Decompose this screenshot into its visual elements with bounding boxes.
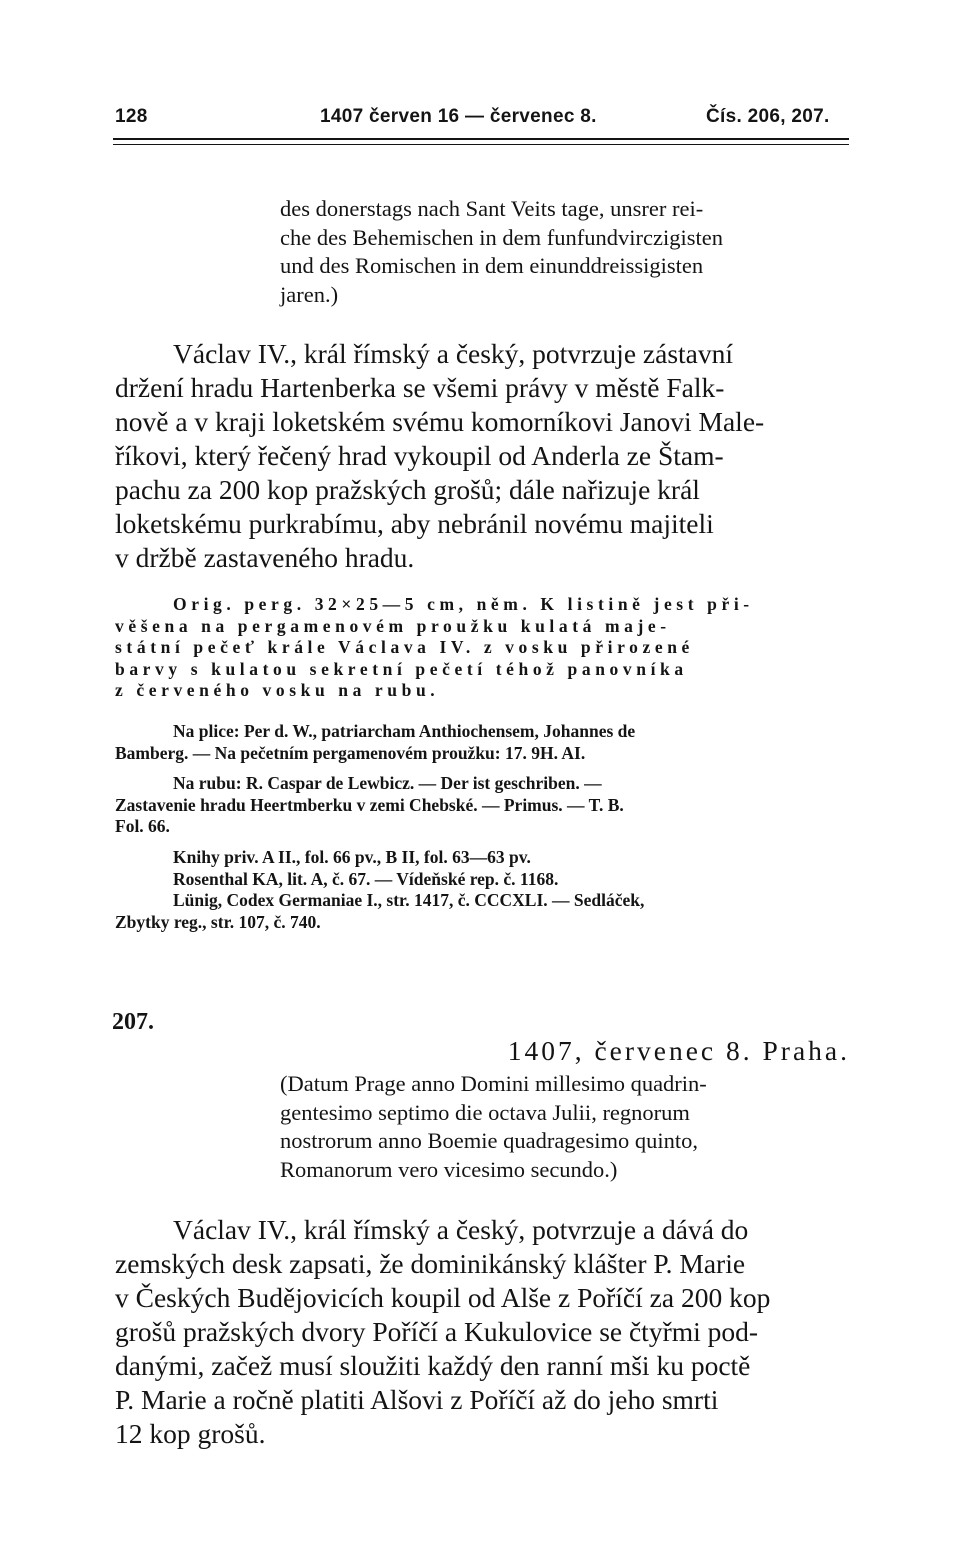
text-line: pachu za 200 kop pražských grošů; dále nařizuje král bbox=[115, 474, 700, 505]
text-line: danými, začež musí sloužiti každý den ranní mši ku poctě bbox=[115, 1350, 751, 1381]
text-line: Václav IV., král římský a český, potvrzuje zástavní bbox=[173, 338, 734, 369]
text-line: v Českých Budějovicích koupil od Alše z Poříčí za 200 kop bbox=[115, 1282, 771, 1313]
text-line: Romanorum vero vicesimo secundo.) bbox=[280, 1156, 618, 1182]
doc206-latin-tail bbox=[280, 195, 850, 309]
text-line: 12 kop grošů. bbox=[115, 1418, 266, 1449]
text-line: grošů pražských dvory Poříčí a Kukulovice se čtyřmi pod- bbox=[115, 1316, 759, 1347]
text-line: und des Romischen in dem einunddreissigisten bbox=[280, 253, 704, 278]
text-line: barvy s kulatou sekretní pečetí téhož panovníka bbox=[115, 658, 688, 679]
text-line: Václav IV., král římský a český, potvrzuje a dává do bbox=[173, 1214, 749, 1245]
doc206-plica-note bbox=[115, 721, 855, 764]
text-line: Rosenthal KA, lit. A, č. 67. — Vídeňské rep. č. 1168. bbox=[173, 868, 559, 889]
text-line: Fol. 66. bbox=[115, 816, 170, 836]
text-line: z červeného vosku na rubu. bbox=[115, 680, 440, 700]
text-line: Orig. perg. 32×25—5 cm, něm. K listině jest při- bbox=[173, 594, 754, 614]
doc207-datum bbox=[280, 1070, 850, 1184]
doc207-summary bbox=[115, 1213, 850, 1451]
text-line: Knihy priv. A II., fol. 66 pv., B II, fol. 63—63 pv. bbox=[173, 847, 531, 867]
text-line: des donerstags nach Sant Veits tage, unsrer rei- bbox=[280, 196, 704, 221]
text-line: nově a v kraji loketském svému komorníkovi Janovi Male- bbox=[115, 406, 765, 437]
text-line: Bamberg. — Na pečetním pergamenovém proužku: 17. 9H. AI. bbox=[115, 742, 586, 763]
doc206-dorsal-note bbox=[115, 773, 855, 838]
text-line: (Datum Prage anno Domini millesimo quadrin- bbox=[280, 1071, 707, 1096]
text-line: gentesimo septimo die octava Julii, regnorum bbox=[280, 1099, 690, 1125]
running-title: 1407 červen 16 — červenec 8. bbox=[320, 106, 597, 127]
header-rule-top bbox=[113, 138, 849, 140]
text-line: nostrorum anno Boemie quadragesimo quinto, bbox=[280, 1128, 699, 1153]
page-number: 128 bbox=[115, 106, 148, 127]
text-line: Na rubu: R. Caspar de Lewbicz. — Der ist geschriben. — bbox=[173, 773, 602, 793]
text-line: jaren.) bbox=[280, 281, 339, 307]
text-line: státní pečeť krále Václava IV. z vosku přirozené bbox=[115, 637, 694, 657]
text-line: říkovi, který řečený hrad vykoupil od Anderla ze Štam- bbox=[115, 440, 724, 471]
text-line: Na plice: Per d. W., patriarcham Anthiochensem, Johannes de bbox=[173, 721, 636, 741]
doc207-dateline: 1407, červenec 8. Praha. bbox=[507, 1035, 850, 1066]
doc207-number: 207. bbox=[112, 1009, 154, 1035]
doc206-references bbox=[115, 847, 855, 933]
header-rule-bottom bbox=[113, 144, 849, 145]
text-line: P. Marie a ročně platiti Alšovi z Poříčí až do jeho smrti bbox=[115, 1384, 719, 1415]
text-line: Zastavenie hradu Heertmberku v zemi Chebské. — Primus. — T. B. bbox=[115, 794, 624, 815]
text-line: držení hradu Hartenberka se všemi právy v městě Falk- bbox=[115, 372, 725, 403]
text-line: věšena na pergamenovém proužku kulatá maje- bbox=[115, 615, 671, 636]
text-line: Lünig, Codex Germaniae I., str. 1417, č. CCCXLI. — Sedláček, bbox=[173, 890, 645, 910]
text-line: loketskému purkrabímu, aby nebránil novému majiteli bbox=[115, 508, 714, 539]
doc206-summary bbox=[115, 337, 850, 575]
doc206-original-description bbox=[115, 594, 855, 702]
text-line: Zbytky reg., str. 107, č. 740. bbox=[115, 911, 321, 932]
text-line: che des Behemischen in dem funfundvirczigisten bbox=[280, 224, 723, 250]
text-line: v držbě zastaveného hradu. bbox=[115, 542, 415, 573]
document-numbers: Čís. 206, 207. bbox=[706, 106, 830, 127]
text-line: zemských desk zapsati, že dominikánský klášter P. Marie bbox=[115, 1248, 746, 1279]
